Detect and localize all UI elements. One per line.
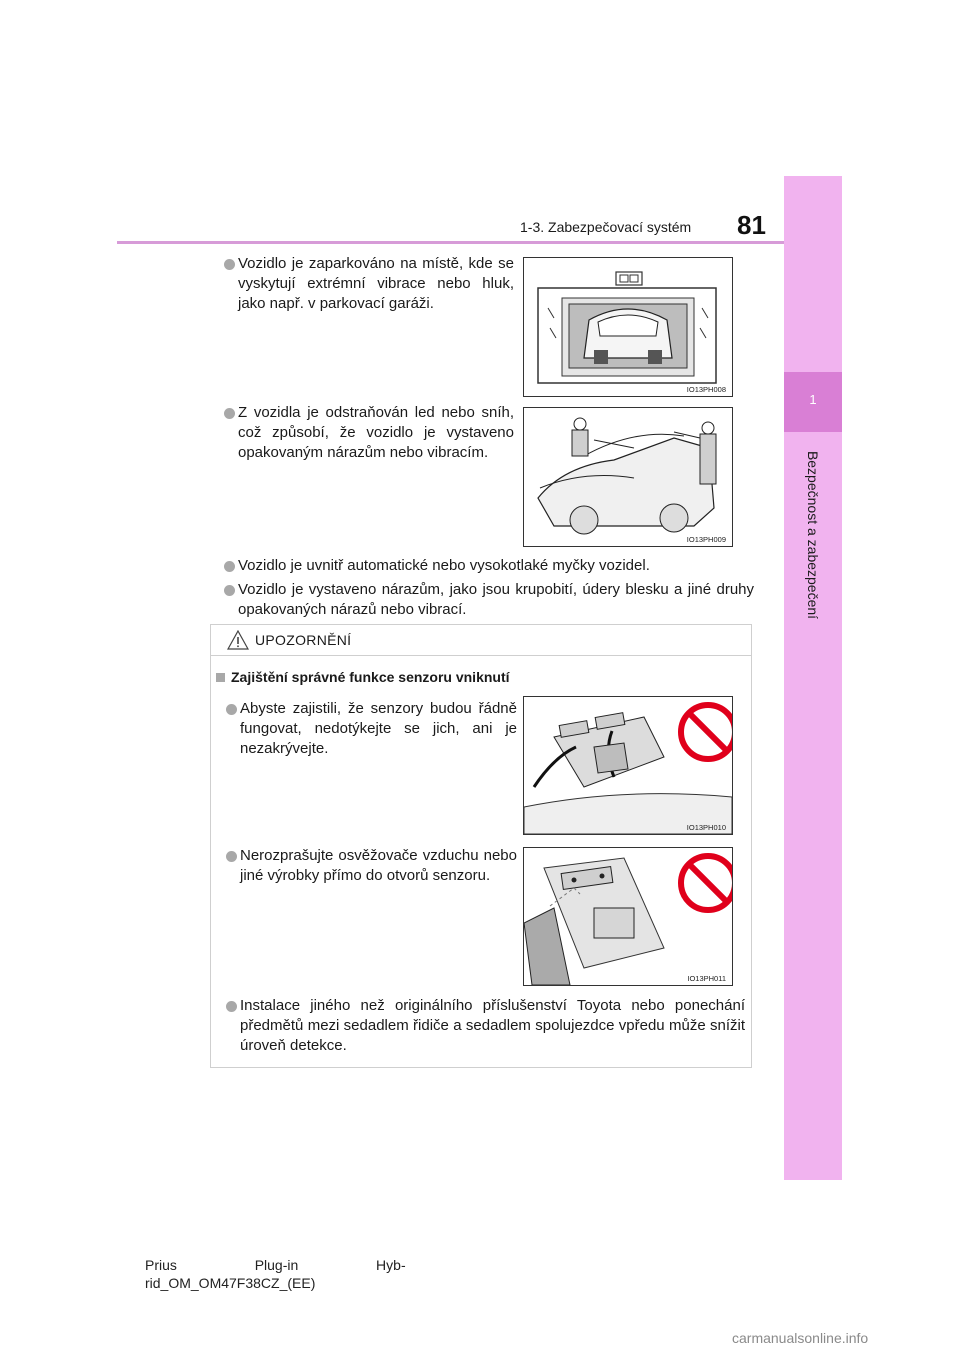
footer-line-1: Prius Plug-in Hyb- (145, 1257, 406, 1273)
figure-no-spray (523, 847, 733, 986)
header-rule (117, 241, 784, 244)
chapter-label: Bezpečnost a zabezpečení (805, 450, 821, 620)
bullet-icon (226, 851, 237, 862)
bullet-icon (226, 704, 237, 715)
warning-title: UPOZORNĚNÍ (255, 632, 352, 648)
bullet-text: Vozidlo je vystaveno nárazům, jako jsou krupobití, údery blesku a jiné druhy opakovaných nárazů nebo vibrací. (238, 581, 754, 618)
car-wash-illustration (524, 258, 732, 396)
bullet-text: Z vozidla je odstraňován led nebo sníh, což způsobí, že vozidlo je vystaveno opakovaným nárazům nebo vibracím. (238, 404, 514, 461)
watermark: carmanualsonline.info (732, 1330, 869, 1346)
figure-snow-removal (523, 407, 733, 547)
bullet-icon (226, 1001, 237, 1012)
figure-car-wash (523, 257, 733, 397)
bullet-icon (224, 259, 235, 270)
figure-code: IO13PH009 (686, 535, 726, 544)
divider (211, 655, 751, 656)
warning-subheading (216, 669, 510, 685)
page-number: 81 (737, 210, 766, 240)
warning-box (210, 624, 752, 1068)
section-title: 1-3. Zabezpečovací systém (520, 219, 692, 235)
footer-line-2: rid_OM_OM47F38CZ_(EE) (145, 1275, 316, 1291)
figure-sensor-no-touch (523, 696, 733, 835)
figure-code: IO13PH010 (686, 823, 726, 832)
figure-code: IO13PH011 (687, 974, 726, 983)
document-footer (145, 1256, 406, 1292)
bullet-icon (224, 408, 235, 419)
chapter-number: 1 (809, 392, 817, 407)
bullet-text: Abyste zajistili, že senzory budou řádně fungovat, nedotýkejte se jich, ani je nezakrývejte. (240, 700, 517, 757)
bullet-text: Nerozprašujte osvěžovače vzduchu nebo jiné výrobky přímo do otvorů senzoru. (240, 847, 517, 884)
bullet-text: Instalace jiného než originálního příslušenství Toyota nebo ponechání předmětů mezi sedadlem řidiče a sedadlem spolujezdce vpředu může snížit úroveň detekce. (240, 997, 745, 1054)
snow-removal-illustration (524, 408, 732, 546)
spray-illustration (524, 848, 732, 985)
bullet-text: Vozidlo je uvnitř automatické nebo vysokotlaké myčky vozidel. (238, 557, 650, 574)
bullet-icon (224, 585, 235, 596)
bullet-icon (224, 561, 235, 572)
chapter-sidebar (784, 176, 842, 1180)
subheading-text: Zajištění správné funkce senzoru vniknutí (231, 669, 510, 685)
square-bullet-icon (216, 673, 225, 682)
bullet-text: Vozidlo je zaparkováno na místě, kde se vyskytují extrémní vibrace nebo hluk, jako např. v parkovací garáži. (238, 255, 514, 312)
warning-triangle-icon (227, 630, 249, 655)
figure-code: IO13PH008 (686, 385, 726, 394)
sensor-touch-illustration (524, 697, 732, 834)
